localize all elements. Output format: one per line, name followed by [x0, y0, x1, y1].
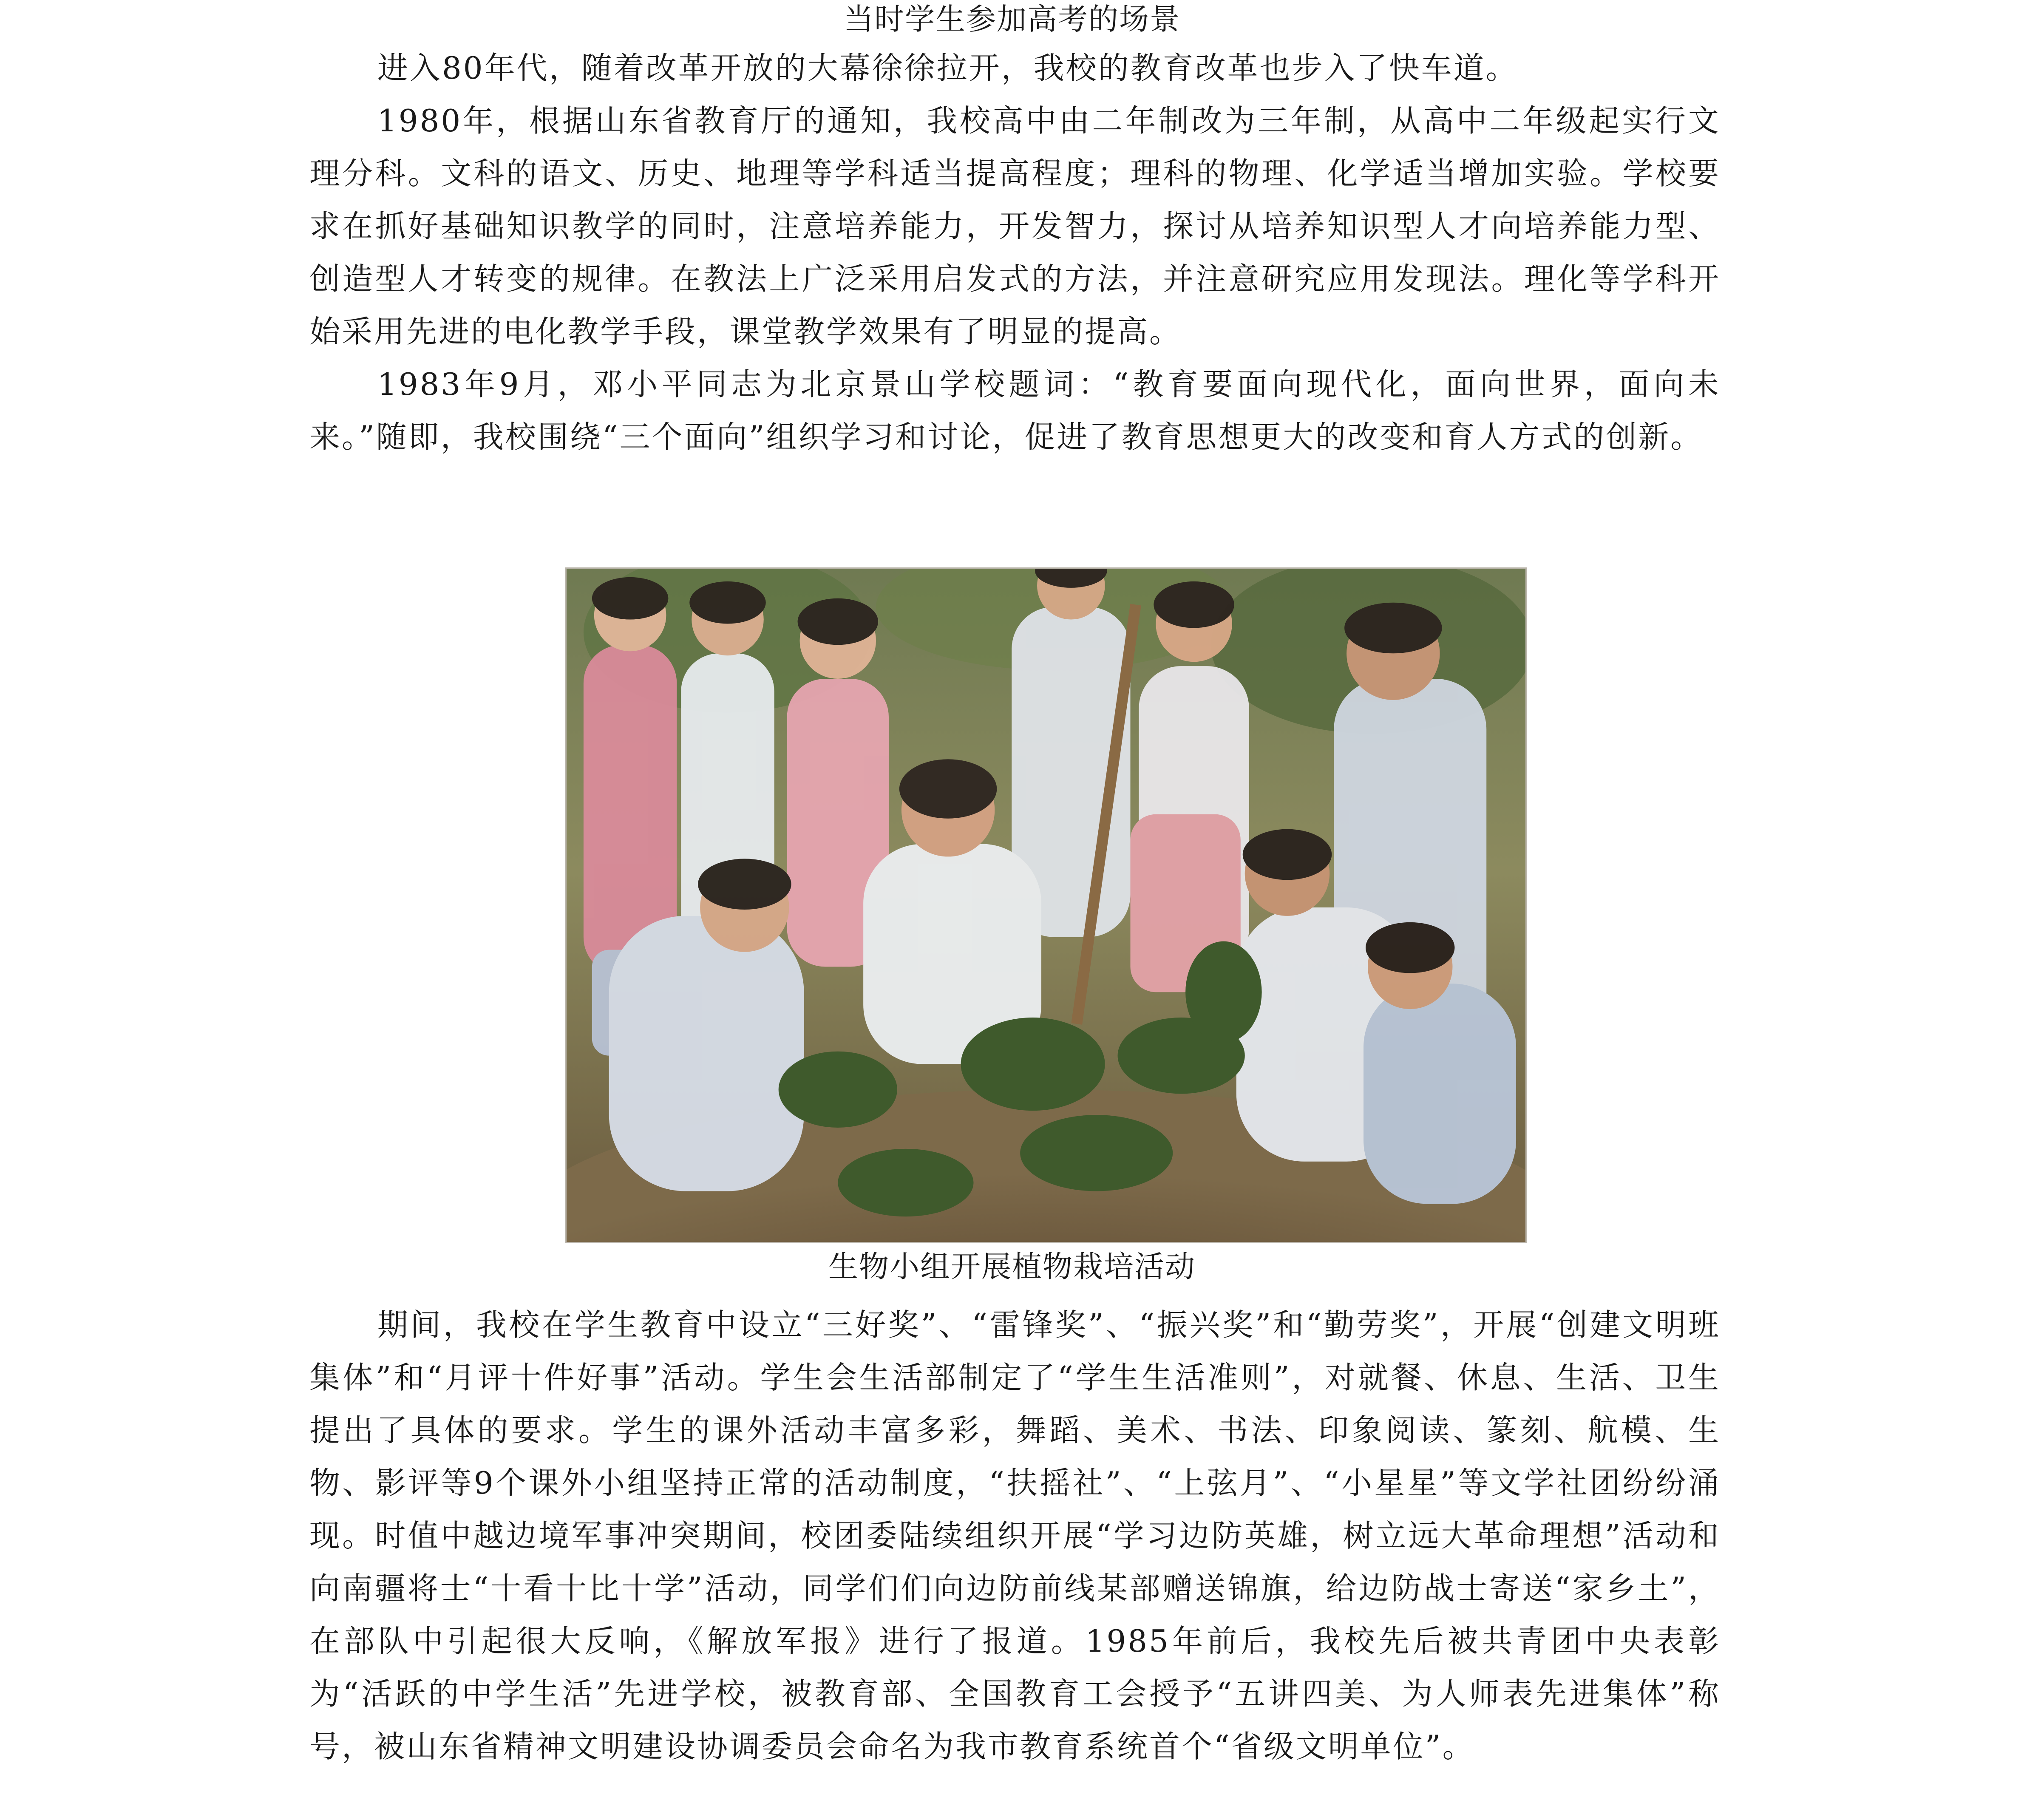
text-section-awards: [309, 1298, 1721, 1773]
paragraph: 1983年9月，邓小平同志为北京景山学校题词：“教育要面向现代化，面向世界，面向未来。”随即，我校围绕“三个面向”组织学习和讨论，促进了教育思想更大的改变和育人方式的创新。: [309, 366, 1721, 455]
paragraph: 期间，我校在学生教育中设立“三好奖”、“雷锋奖”、“振兴奖”和“勤劳奖”，开展“创建文明班集体”和“月评十件好事”活动。学生会生活部制定了“学生生活准则”，对就餐、休息、生活、卫生提出了具体的要求。学生的课外活动丰富多彩，舞蹈、美术、书法、印象阅读、篆刻、航模、生物、影评等9个课外小组坚持正常的活动制度，“扶摇社”、“上弦月”、“小星星”等文学社团纷纷涌现。时值中越边境军事冲突期间，校团委陆续组织开展“学习边防英雄，树立远大革命理想”活动和向南疆将士“十看十比十学”活动，同学们们向边防前线某部赠送锦旗，给边防战士寄送“家乡土”，在部队中引起很大反响，《解放军报》进行了报道。1985年前后，我校先后被共青团中央表彰为“活跃的中学生活”先进学校，被教育部、全国教育工会授予“五讲四美、为人师表先进集体”称号，被山东省精神文明建设协调委员会命名为我市教育系统首个“省级文明单位”。: [309, 1307, 1721, 1764]
biology-group-photo: [565, 567, 1527, 1243]
photo-caption: 生物小组开展植物栽培活动: [828, 1249, 1196, 1284]
text-section-1980s: [309, 42, 1721, 463]
paragraph: 进入80年代，随着改革开放的大幕徐徐拉开，我校的教育改革也步入了快车道。: [377, 50, 1518, 86]
top-photo-caption: 当时学生参加高考的场景: [844, 2, 1180, 37]
paragraph: 1980年，根据山东省教育厅的通知，我校高中由二年制改为三年制，从高中二年级起实行文理分科。文科的语文、历史、地理等学科适当提高程度；理科的物理、化学适当增加实验。学校要求在抓好基础知识教学的同时，注意培养能力，开发智力，探讨从培养知识型人才向培养能力型、创造型人才转变的规律。在教法上广泛采用启发式的方法，并注意研究应用发现法。理化等学科开始采用先进的电化教学手段，课堂教学效果有了明显的提高。: [309, 103, 1721, 349]
